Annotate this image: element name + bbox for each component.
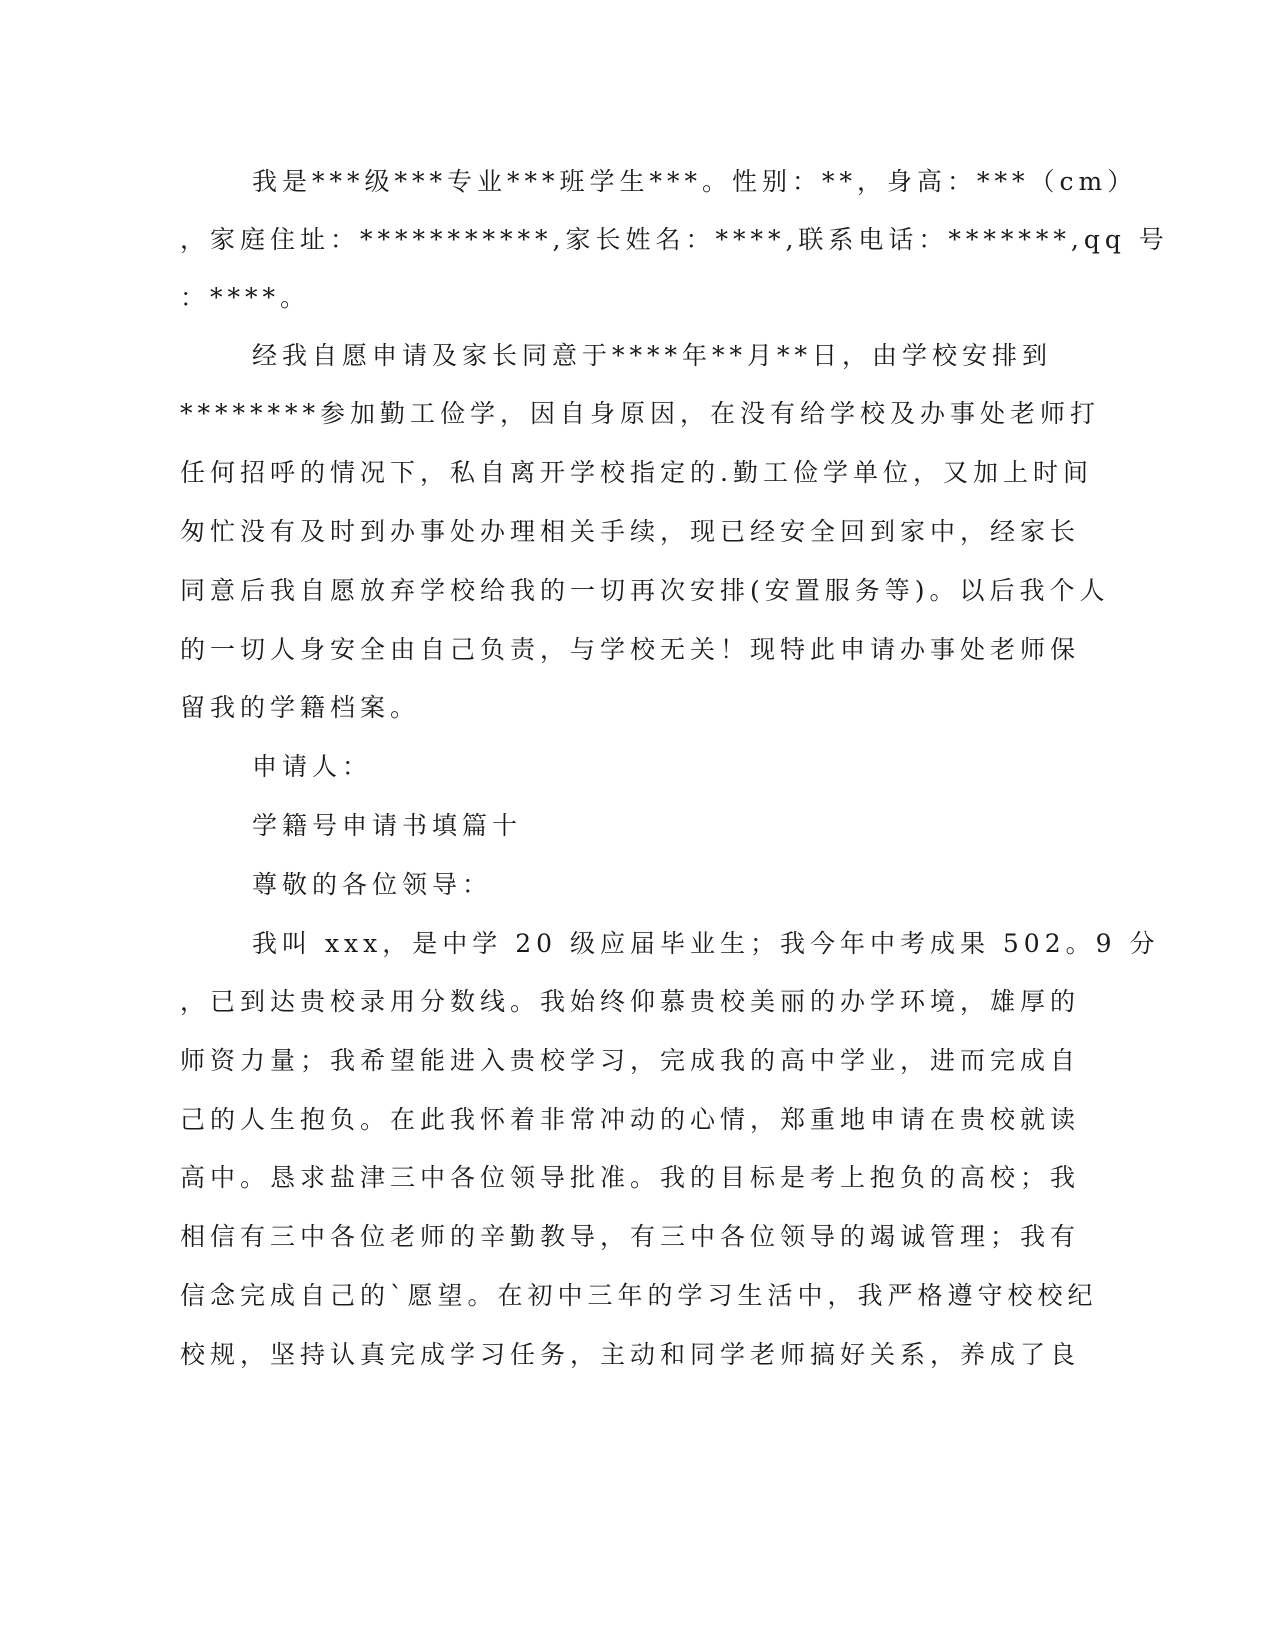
salutation: 尊敬的各位领导： — [252, 870, 493, 899]
text-line: 相信有三中各位老师的辛勤教导，有三中各位领导的竭诚管理；我有 — [180, 1222, 1081, 1251]
text-line: 我叫 xxx，是中学 20 级应届毕业生；我今年中考成果 502。9 分 — [252, 929, 1160, 958]
text-line: 的一切人身安全由自己负责，与学校无关！现特此申请办事处老师保 — [180, 635, 1081, 664]
text-line: 己的人生抱负。在此我怀着非常冲动的心情，郑重地申请在贵校就读 — [180, 1105, 1081, 1134]
text-line: 我是***级***专业***班学生***。性别：**，身高：***（cm） — [252, 167, 1138, 196]
text-line: 高中。恳求盐津三中各位领导批准。我的目标是考上抱负的高校；我 — [180, 1163, 1081, 1192]
text-line: ，已到达贵校录用分数线。我始终仰慕贵校美丽的办学环境，雄厚的 — [180, 987, 1081, 1016]
text-line: 任何招呼的情况下，私自离开学校指定的.勤工俭学单位，又加上时间 — [180, 458, 1093, 487]
text-line: 师资力量；我希望能进入贵校学习，完成我的高中学业，进而完成自 — [180, 1046, 1081, 1075]
text-line: ********参加勤工俭学，因自身原因，在没有给学校及办事处老师打 — [180, 399, 1101, 428]
text-line: 同意后我自愿放弃学校给我的一切再次安排(安置服务等)。以后我个人 — [180, 576, 1110, 605]
text-line: 校规，坚持认真完成学习任务，主动和同学老师搞好关系，养成了良 — [180, 1340, 1081, 1369]
text-line: 留我的学籍档案。 — [180, 693, 421, 722]
text-line: ：****。 — [180, 283, 311, 312]
signature-label: 申请人： — [252, 752, 373, 781]
section-heading: 学籍号申请书填篇十 — [252, 811, 523, 840]
text-line: 信念完成自己的`愿望。在初中三年的学习生活中，我严格遵守校校纪 — [180, 1281, 1098, 1310]
text-line: ，家庭住址：***********,家长姓名：****,联系电话：*******,qq 号 — [180, 225, 1169, 254]
text-line: 匆忙没有及时到办事处办理相关手续，现已经安全回到家中，经家长 — [180, 517, 1081, 546]
text-line: 经我自愿申请及家长同意于****年**月**日，由学校安排到 — [252, 341, 1053, 370]
